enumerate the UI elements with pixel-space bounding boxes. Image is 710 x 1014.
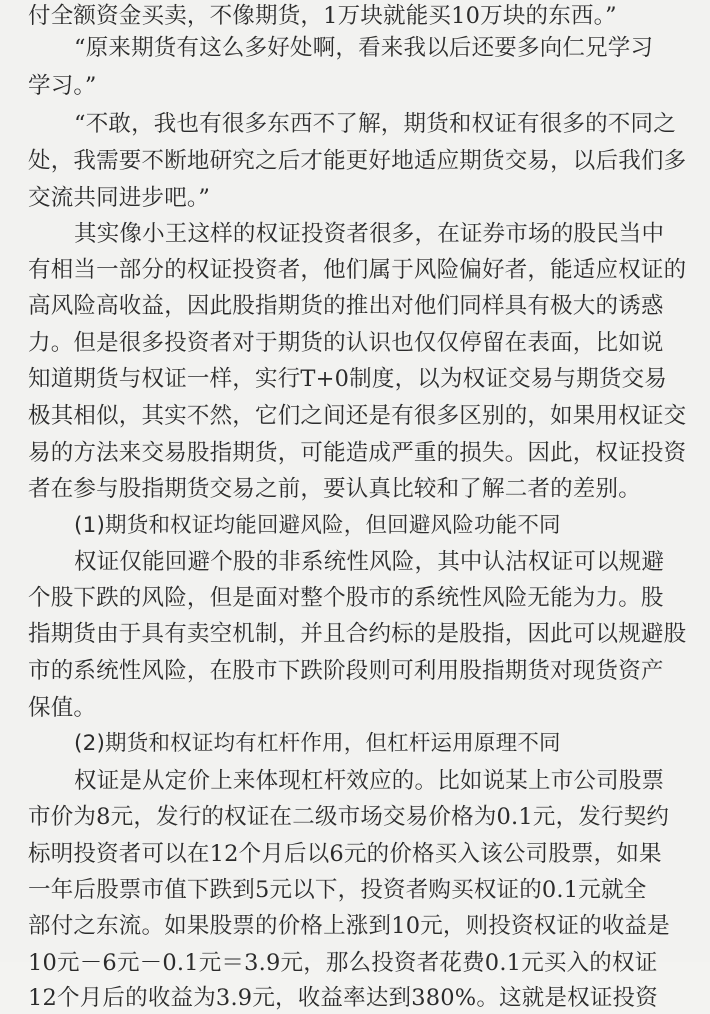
text-line: 12个月后的收益为3.9元，收益率达到380%。这就是权证投资 — [28, 985, 658, 1011]
text-line: 权证是从定价上来体现杠杆效应的。比如说某上市公司股票 — [74, 768, 665, 794]
text-line: 付全额资金买卖，不像期货，1万块就能买10万块的东西。” — [28, 3, 617, 29]
text-line: “原来期货有这么多好处啊，看来我以后还要多向仁兄学习 — [74, 35, 654, 61]
text-line: 指期货由于具有卖空机制，并且合约标的是股指，因此可以规避股 — [28, 621, 687, 647]
text-line: 市的系统性风险，在股市下跌阶段则可利用股指期货对现货资产 — [28, 658, 664, 684]
section-heading: (2)期货和权证均有杠杆作用，但杠杆运用原理不同 — [74, 731, 561, 756]
text-line: 10元－6元－0.1元＝3.9元，那么投资者花费0.1元买入的权证 — [28, 950, 658, 976]
text-line: 保值。 — [28, 695, 97, 721]
text-line: 个股下跌的风险，但是面对整个股市的系统性风险无能为力。股 — [28, 585, 664, 611]
section-heading: (1)期货和权证均能回避风险，但回避风险功能不同 — [74, 513, 561, 538]
text-line: 标明投资者可以在12个月后以6元的价格买入该公司股票，如果 — [28, 841, 662, 867]
text-line: 者在参与股指期货交易之前，要认真比较和了解二者的差别。 — [28, 476, 641, 502]
text-line: 学习。” — [28, 73, 97, 99]
text-line: 力。但是很多投资者对于期货的认识也仅仅停留在表面，比如说 — [28, 330, 664, 356]
text-line: 一年后股票市值下跌到5元以下，投资者购买权证的0.1元就全 — [28, 877, 647, 903]
text-line: 处，我需要不断地研究之后才能更好地适应期货交易，以后我们多 — [28, 148, 687, 174]
text-line: 部付之东流。如果股票的价格上涨到10元，则投资权证的收益是 — [28, 913, 670, 939]
text-line: 交流共同进步吧。” — [28, 185, 211, 211]
text-line: 市价为8元，发行的权证在二级市场交易价格为0.1元，发行契约 — [28, 804, 670, 830]
text-line: “不敢，我也有很多东西不了解，期货和权证有很多的不同之 — [74, 111, 676, 137]
text-line: 易的方法来交易股指期货，可能造成严重的损失。因此，权证投资 — [28, 440, 687, 466]
text-line: 其实像小王这样的权证投资者很多，在证券市场的股民当中 — [74, 221, 665, 247]
text-line: 知道期货与权证一样，实行T+0制度，以为权证交易与期货交易 — [28, 366, 667, 392]
text-line: 高风险高收益，因此股指期货的推出对他们同样具有极大的诱惑 — [28, 293, 664, 319]
text-line: 极其相似，其实不然，它们之间还是有很多区别的，如果用权证交 — [28, 403, 687, 429]
text-line: 权证仅能回避个股的非系统性风险，其中认沽权证可以规避 — [74, 549, 665, 575]
text-line: 有相当一部分的权证投资者，他们属于风险偏好者，能适应权证的 — [28, 257, 687, 283]
